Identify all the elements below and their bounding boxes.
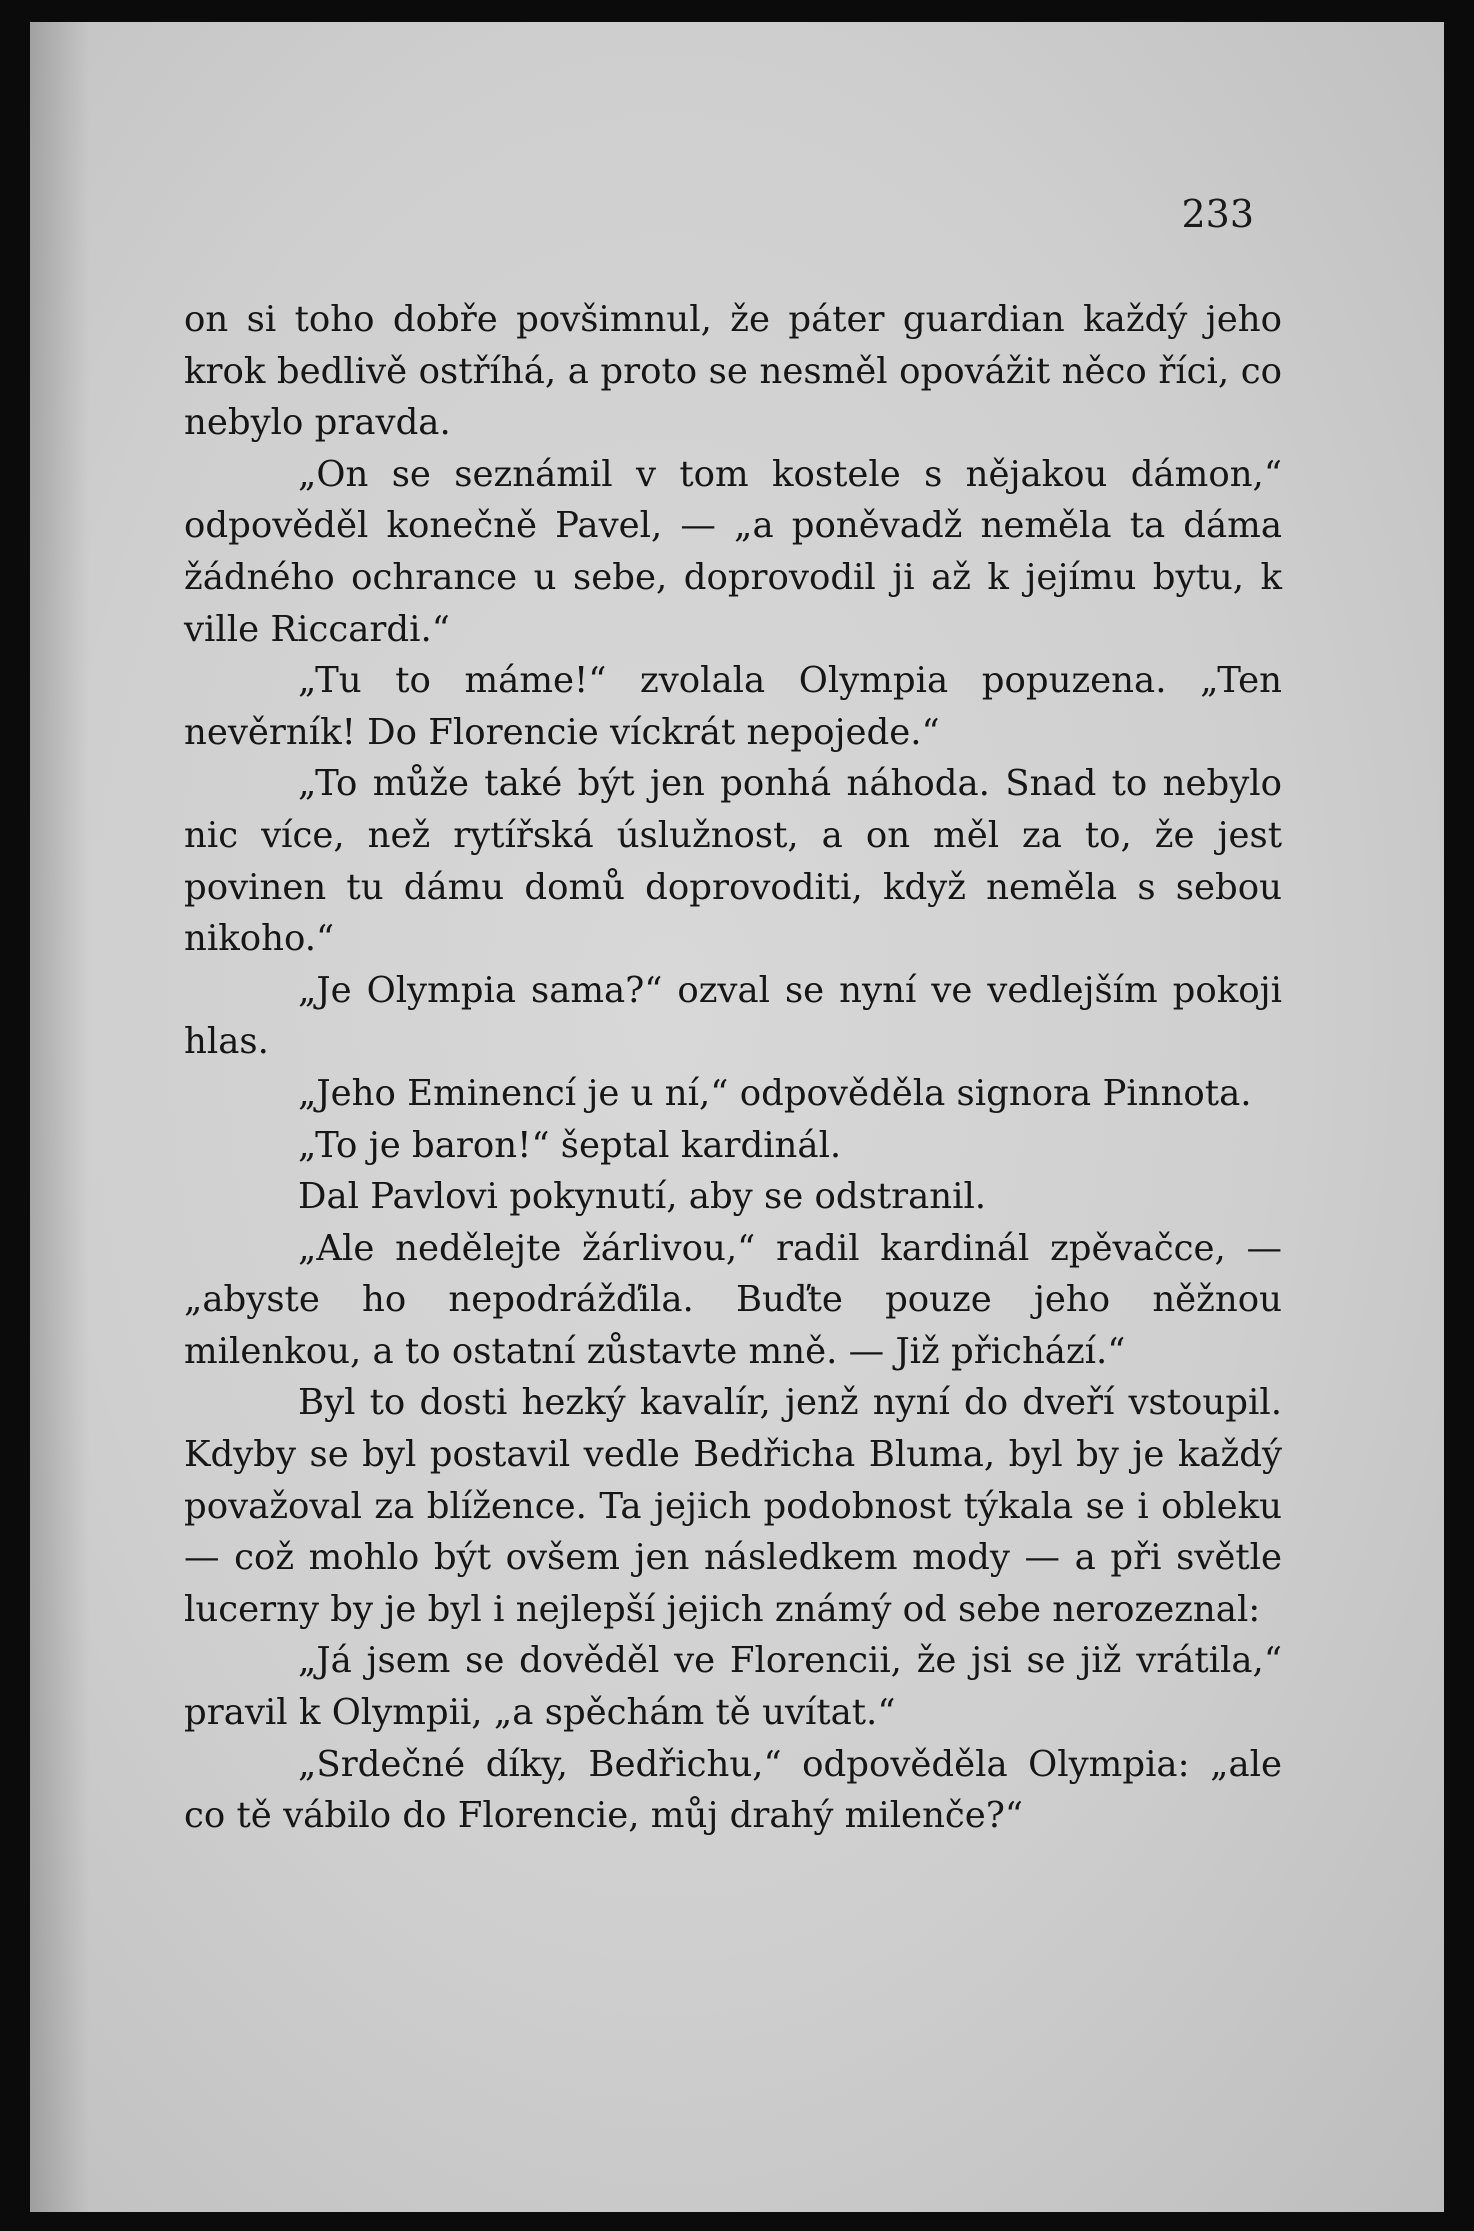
paragraph: Byl to dosti hezký kavalír, jenž nyní do dveří vstoupil. Kdyby se byl postavil vedle Bedřicha Bluma, byl by je každý považoval za blížence. Ta jejich podobnost týkala se i obleku — což mohlo být ovšem jen následkem mody — a při světle lucerny by je byl i nejlepší jejich známý od sebe nerozeznal: <box>184 1382 1282 1630</box>
paragraph: „To je baron!“ šeptal kardinál. <box>298 1124 842 1166</box>
page-body-text <box>184 294 1282 1842</box>
paragraph: on si toho dobře povšimnul, že páter guardian každý jeho krok bedlivě ostříhá, a proto se nesměl opovážit něco říci, co nebylo pravda. <box>184 299 1282 444</box>
paragraph: „Já jsem se dověděl ve Florencii, že jsi se již vrátila,“ pravil k Olympii, „a spěchám tě uvítat.“ <box>184 1640 1282 1734</box>
paragraph: Dal Pavlovi pokynutí, aby se odstranil. <box>298 1176 987 1218</box>
page-number: 233 <box>1181 192 1254 236</box>
book-page <box>30 22 1444 2212</box>
page-gutter-shadow <box>30 22 90 2212</box>
paragraph: „Ale nedělejte žárlivou,“ radil kardinál zpěvačce, — „abyste ho nepodrážďila. Buďte pouze jeho něžnou milenkou, a to ostatní zůstavte mně. — Již přichází.“ <box>184 1227 1282 1372</box>
paragraph: „Srdečné díky, Bedřichu,“ odpověděla Olympia: „ale co tě vábilo do Florencie, můj drahý milenče?“ <box>184 1743 1282 1837</box>
scan-left-border <box>0 0 18 2231</box>
paragraph: „On se seznámil v tom kostele s nějakou dámon,“ odpověděl konečně Pavel, — „a poněvadž neměla ta dáma žádného ochrance u sebe, doprovodil ji až k jejímu bytu, k ville Riccardi.“ <box>184 453 1282 650</box>
paragraph: „Tu to máme!“ zvolala Olympia popuzena. „Ten nevěrník! Do Florencie víckrát nepojede.“ <box>184 660 1282 753</box>
paragraph: „To může také být jen ponhá náhoda. Snad to nebylo nic více, než rytířská úslužnost, a on měl za to, že jest povinen tu dámu domů doprovoditi, když neměla s sebou nikoho.“ <box>184 763 1282 960</box>
paragraph: „Je Olympia sama?“ ozval se nyní ve vedlejším pokoji hlas. <box>184 969 1282 1063</box>
paragraph: „Jeho Eminencí je u ní,“ odpověděla signora Pinnota. <box>298 1072 1252 1114</box>
